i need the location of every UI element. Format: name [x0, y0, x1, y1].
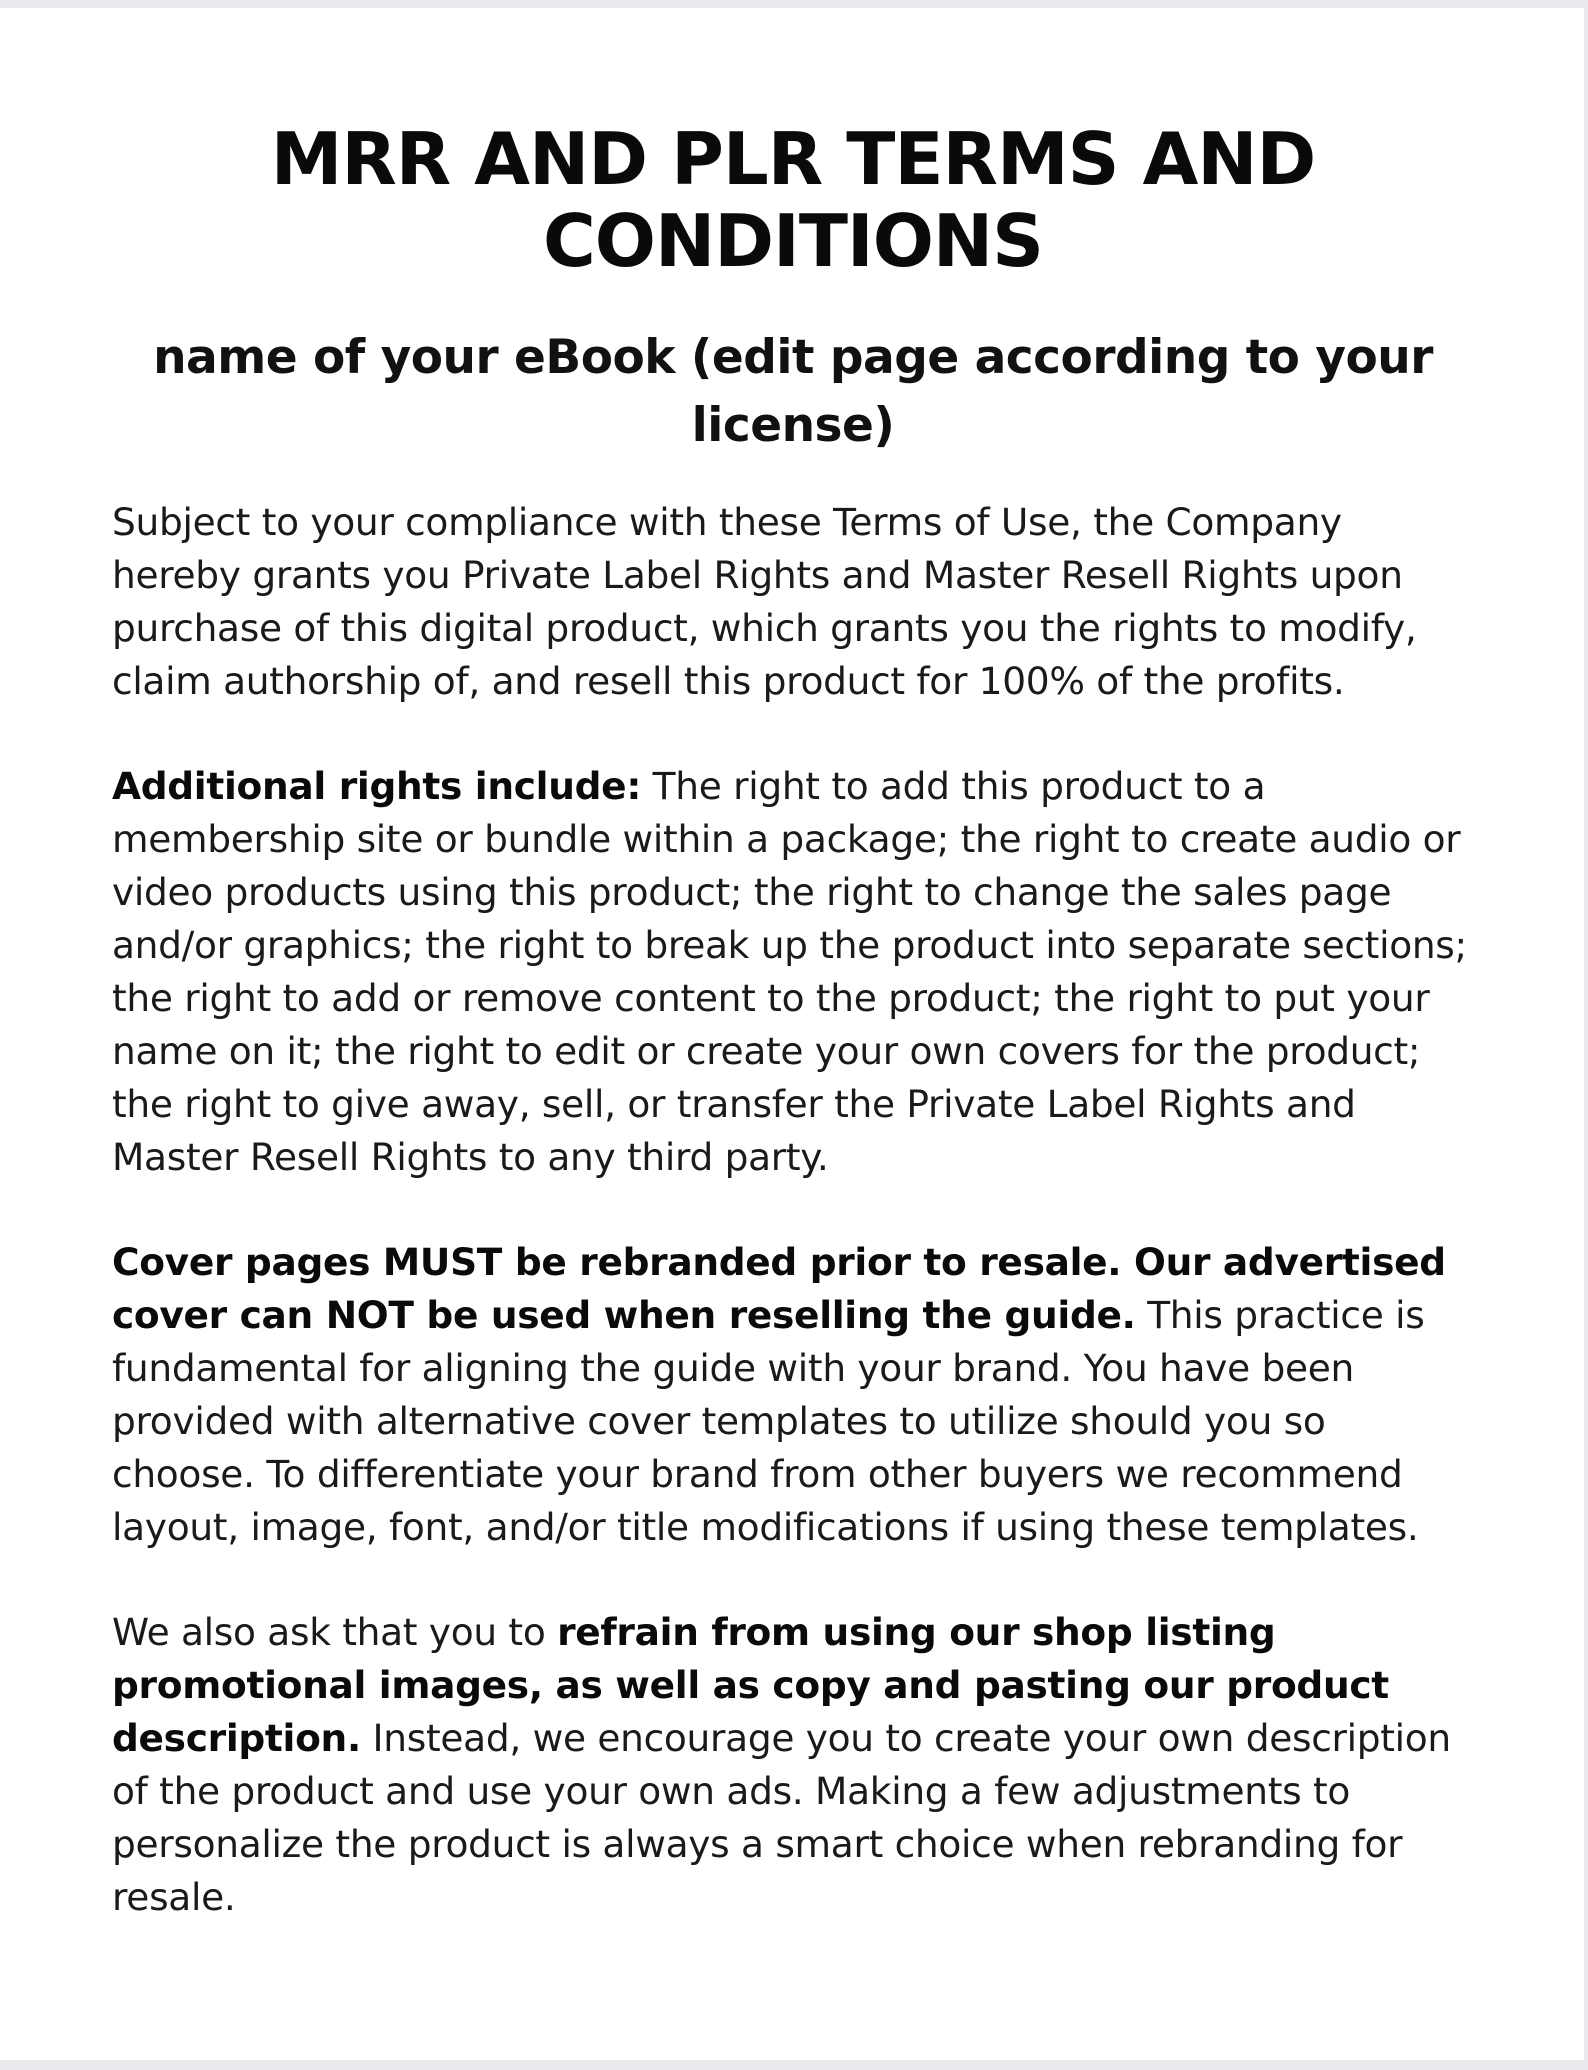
cover-pages-paragraph [112, 1236, 1474, 1554]
promotional-text-intro: We also ask that you to [112, 1610, 558, 1654]
grant-paragraph [112, 496, 1474, 708]
promotional-paragraph [112, 1606, 1474, 1924]
document-page [0, 8, 1584, 2060]
page-subtitle: name of your eBook (edit page according to your license) [153, 330, 1433, 453]
additional-rights-text: The right to add this product to a membership site or bundle within a package; the right to create audio or video products using this product; the right to change the sales page and/or graphics; the right to break up the product into separate sections; the right to add or remove content to the product; the right to put your name on it; the right to edit or create your own covers for the product; the right to give away, sell, or transfer the Private Label Rights and Master Resell Rights to any third party. [112, 764, 1467, 1179]
cover-pages-text: This practice is fundamental for aligning the guide with your brand. You have been provided with alternative cover templates to utilize should you so choose. To differentiate your brand from other buyers we recommend layout, image, font, and/or title modifications if using these templates. [112, 1293, 1425, 1549]
promotional-notice: refrain from using our shop listing promotional images, as well as copy and pasting our product description. [112, 1610, 1389, 1760]
cover-pages-notice: Cover pages MUST be rebranded prior to resale. Our advertised cover can NOT be used when reselling the guide. [112, 1240, 1446, 1337]
promotional-text-rest: Instead, we encourage you to create your own description of the product and use your own ads. Making a few adjustments to personalize the product is always a smart choice when rebranding for resale. [112, 1716, 1451, 1919]
terms-body [112, 496, 1474, 1924]
page-title: MRR AND PLR TERMS AND CONDITIONS [270, 117, 1316, 283]
grant-text: Subject to your compliance with these Terms of Use, the Company hereby grants you Private Label Rights and Master Resell Rights upon purchase of this digital product, which grants you the rights to modify, claim authorship of, and resell this product for 100% of the profits. [112, 500, 1417, 703]
additional-rights-heading: Additional rights include: [112, 764, 642, 808]
additional-rights-paragraph [112, 760, 1474, 1184]
